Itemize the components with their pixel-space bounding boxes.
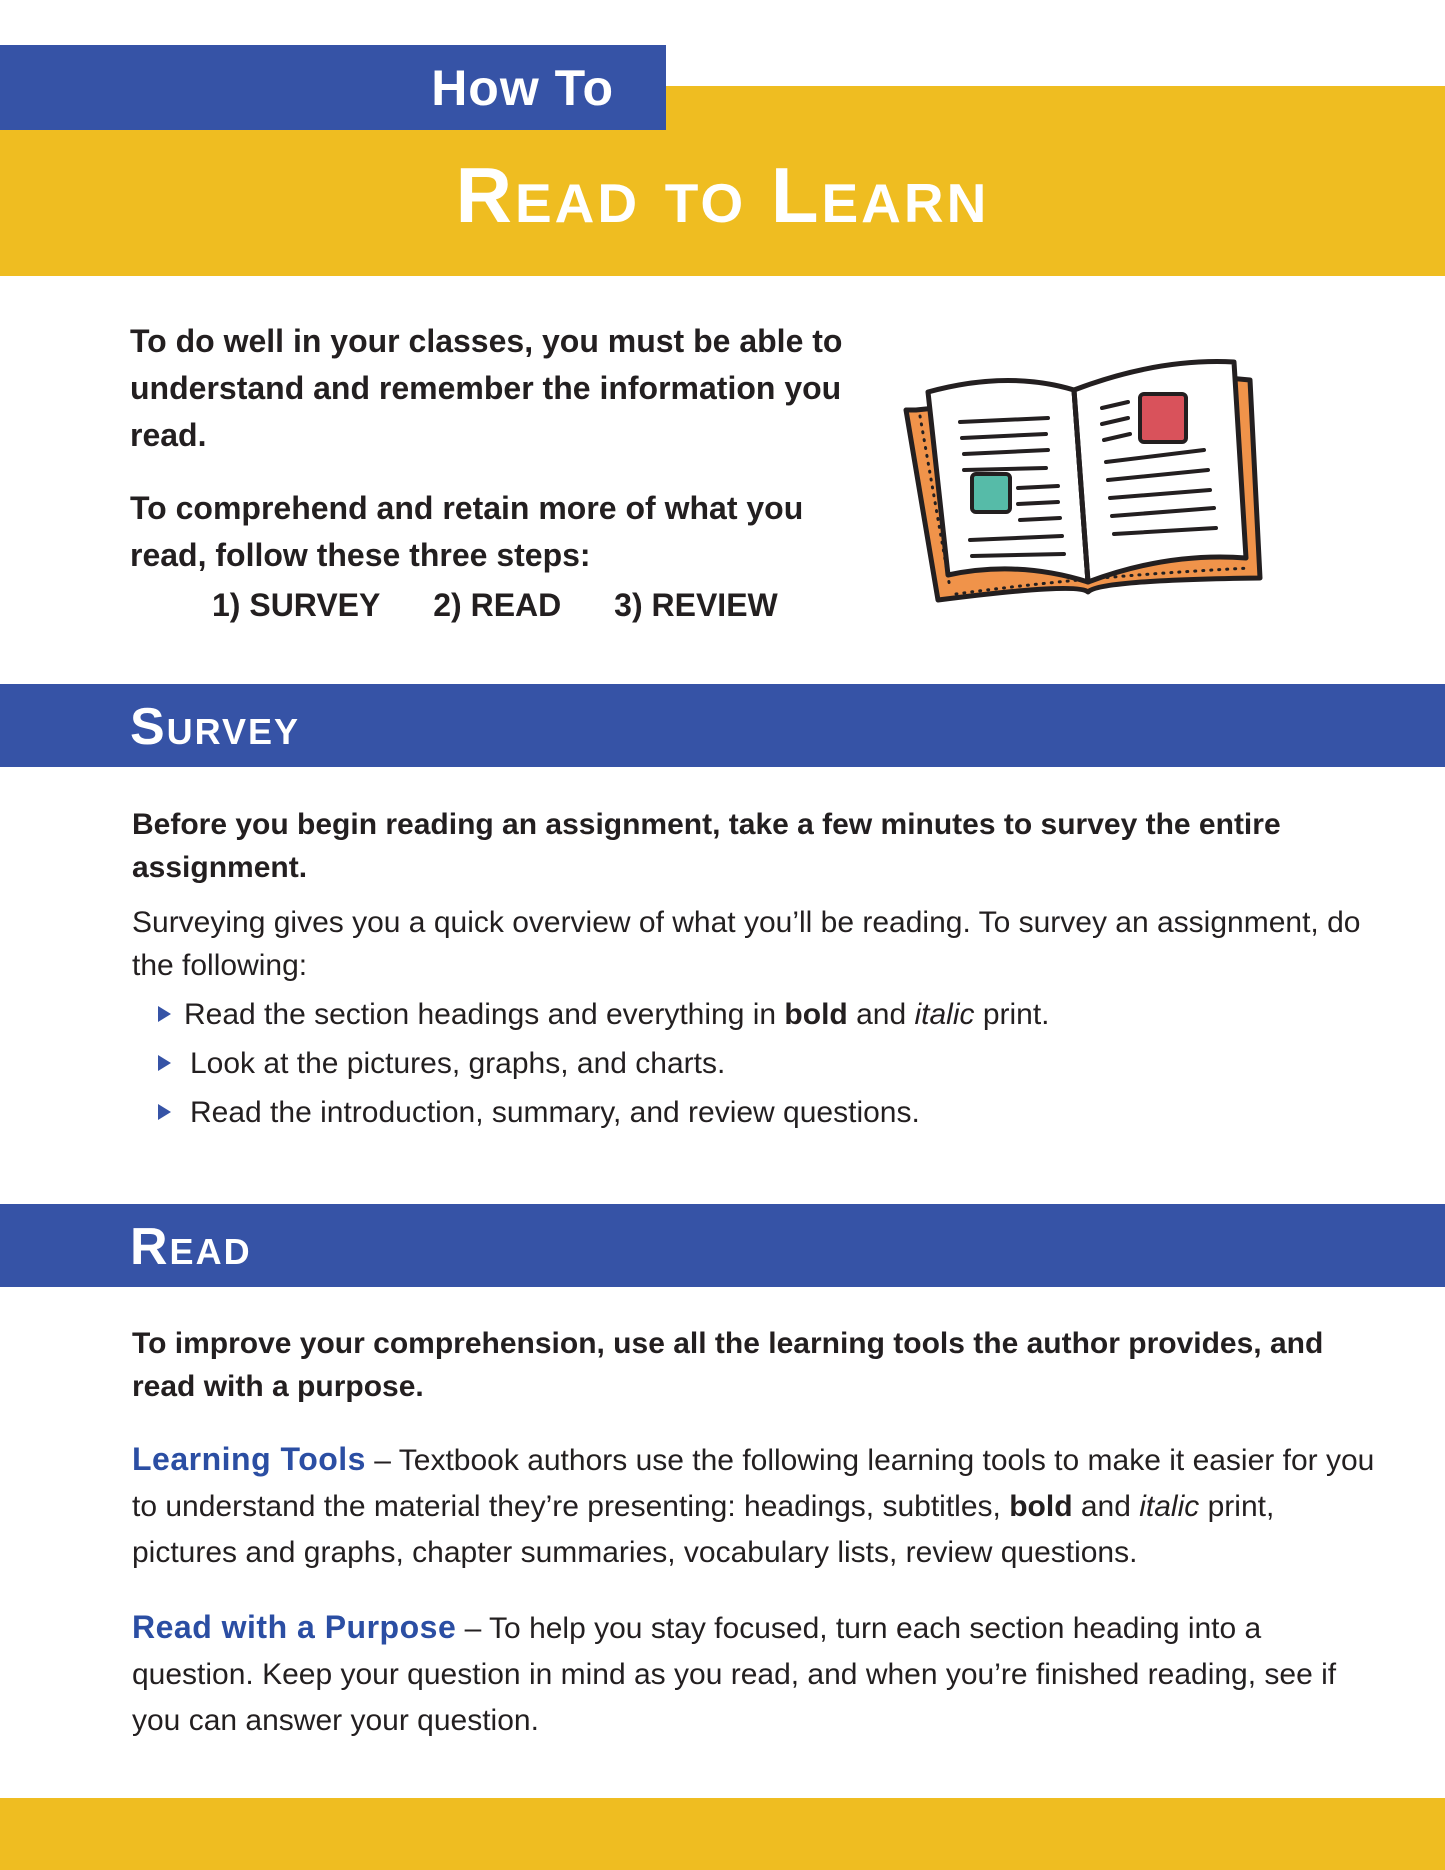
survey-bullet-list [158,993,1050,1140]
triangle-bullet-icon [158,1104,171,1120]
steps-list [212,587,778,624]
learning-tools-paragraph: Learning Tools – Textbook authors use the following learning tools to make it easier for you to understand the material they’re presenting: headings, subtitles, bold and italic print, pictures and graphs, chapter summaries, vocabulary lists, review questions. [132,1441,1375,1569]
read-lead-paragraph: To improve your comprehension, use all the learning tools the author provides, and read with a purpose. [132,1327,1324,1403]
learning-tools-term: Learning Tools [132,1441,366,1477]
open-book-icon [898,350,1264,625]
list-item [158,1091,1050,1140]
survey-section-bar [0,684,1445,767]
list-item [158,993,1050,1042]
read-purpose-paragraph: Read with a Purpose – To help you stay focused, turn each section heading into a question. Keep your question in mind as you read, and when you’re finished reading, see if you can answer your question. [132,1609,1337,1737]
triangle-bullet-icon [158,1055,171,1071]
page-title: Read to Learn [455,151,990,239]
footer-yellow-band [0,1798,1445,1870]
triangle-bullet-icon [158,1006,171,1022]
read-section-bar [0,1204,1445,1287]
step-read: 2) READ [433,587,562,623]
list-item [158,1042,1050,1091]
intro-paragraph-1: To do well in your classes, you must be able to understand and remember the information you read. [130,323,843,453]
bullet-text: Read the section headings and everything in bold and italic print. [184,998,1050,1031]
intro-paragraph-2: To comprehend and retain more of what you read, follow these three steps: [130,490,804,573]
read-heading: Read [130,1218,252,1276]
survey-heading: Survey [130,698,301,756]
survey-intro-paragraph: Surveying gives you a quick overview of what you’ll be reading. To survey an assignment, do the following: [132,906,1361,982]
bullet-text: Read the introduction, summary, and review questions. [190,1096,920,1129]
header-kicker: How To [431,59,614,116]
header-kicker-tab [0,45,666,130]
bullet-text: Look at the pictures, graphs, and charts. [190,1047,726,1080]
read-purpose-term: Read with a Purpose [132,1609,457,1645]
survey-lead-paragraph: Before you begin reading an assignment, take a few minutes to survey the entire assignment. [132,808,1281,884]
step-review: 3) REVIEW [614,587,778,623]
step-survey: 1) SURVEY [212,587,381,623]
